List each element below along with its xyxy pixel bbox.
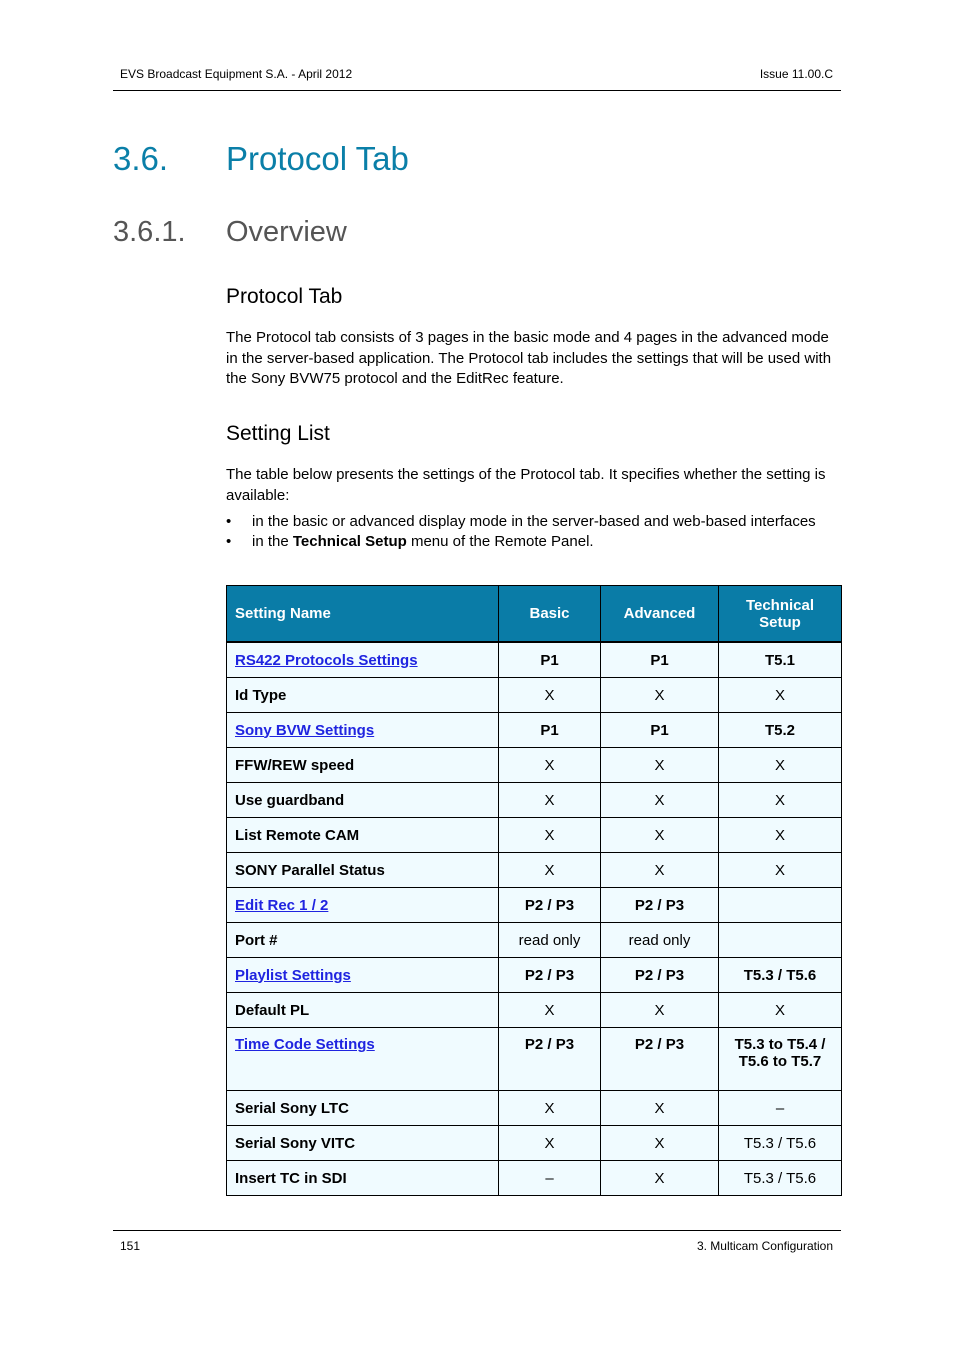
- advanced-cell: P2 / P3: [601, 958, 719, 993]
- table-row: [227, 713, 842, 748]
- settings-table: [226, 585, 842, 1196]
- basic-cell: X: [499, 748, 601, 783]
- section-number: 3.6.: [113, 140, 169, 177]
- header-issue: Issue 11.00.C: [759, 67, 833, 81]
- setting-name-cell: SONY Parallel Status: [227, 853, 499, 888]
- basic-cell: P1: [499, 642, 601, 678]
- advanced-cell: P2 / P3: [601, 888, 719, 923]
- advanced-cell: P2 / P3: [601, 1028, 719, 1091]
- technical-cell: T5.1: [719, 642, 842, 678]
- setting-link[interactable]: RS422 Protocols Settings: [235, 651, 418, 669]
- table-row: [227, 748, 842, 783]
- page-footer: [113, 1230, 841, 1253]
- table-row: [227, 1161, 842, 1196]
- basic-cell: X: [499, 783, 601, 818]
- bullet-text: menu of the Remote Panel.: [406, 532, 594, 550]
- technical-cell: T5.2: [719, 713, 842, 748]
- advanced-cell: P1: [601, 713, 719, 748]
- table-row: [227, 642, 842, 678]
- footer-chapter: 3. Multicam Configuration: [696, 1239, 833, 1253]
- table-row: [227, 783, 842, 818]
- technical-cell: X: [719, 853, 842, 888]
- availability-list: [226, 512, 842, 551]
- setting-link[interactable]: Sony BVW Settings: [235, 721, 375, 739]
- basic-cell: X: [499, 1126, 601, 1161]
- advanced-cell: read only: [601, 923, 719, 958]
- setting-list-paragraph: The table below presents the settings of the Protocol tab. It specifies whether the setting is available:: [226, 466, 826, 504]
- advanced-cell: X: [601, 818, 719, 853]
- setting-name-cell[interactable]: [227, 958, 499, 993]
- table-row: [227, 993, 842, 1028]
- advanced-cell: X: [601, 678, 719, 713]
- col-header-setting-name: Setting Name: [227, 586, 499, 643]
- section-heading: [113, 140, 409, 178]
- setting-name-cell[interactable]: [227, 1028, 499, 1091]
- setting-name-cell: Port #: [227, 923, 499, 958]
- technical-cell: X: [719, 748, 842, 783]
- table-row: [227, 853, 842, 888]
- technical-cell: T5.3 / T5.6: [719, 1126, 842, 1161]
- setting-name-cell: Serial Sony LTC: [227, 1091, 499, 1126]
- setting-name-cell: List Remote CAM: [227, 818, 499, 853]
- setting-link[interactable]: Time Code Settings: [235, 1036, 375, 1053]
- basic-cell: X: [499, 853, 601, 888]
- basic-cell: read only: [499, 923, 601, 958]
- advanced-cell: X: [601, 1091, 719, 1126]
- table-row: [227, 958, 842, 993]
- advanced-cell: X: [601, 993, 719, 1028]
- setting-name-cell[interactable]: [227, 888, 499, 923]
- setting-name-cell: FFW/REW speed: [227, 748, 499, 783]
- subsection-heading: [113, 216, 347, 249]
- table-row: [227, 923, 842, 958]
- page-header: [113, 60, 841, 91]
- setting-name-cell[interactable]: [227, 642, 499, 678]
- setting-list-heading: Setting List: [226, 422, 330, 445]
- subsection-number: 3.6.1.: [113, 216, 186, 248]
- basic-cell: X: [499, 678, 601, 713]
- list-item: [226, 532, 842, 552]
- advanced-cell: X: [601, 783, 719, 818]
- subsection-title: Overview: [226, 216, 347, 248]
- basic-cell: X: [499, 1091, 601, 1126]
- table-header-row: [227, 586, 842, 643]
- header-publisher: EVS Broadcast Equipment S.A. - April 2012: [120, 67, 353, 81]
- technical-cell: X: [719, 678, 842, 713]
- page-number: 151: [120, 1239, 141, 1253]
- section-title: Protocol Tab: [226, 140, 409, 177]
- advanced-cell: X: [601, 1126, 719, 1161]
- setting-name-cell: Serial Sony VITC: [227, 1126, 499, 1161]
- table-row: [227, 678, 842, 713]
- basic-cell: –: [499, 1161, 601, 1196]
- technical-cell: X: [719, 783, 842, 818]
- advanced-cell: X: [601, 748, 719, 783]
- list-item: • in the basic or advanced display mode in the server-based and web-based interfaces: [226, 512, 842, 532]
- technical-cell: T5.3 / T5.6: [719, 958, 842, 993]
- technical-cell: X: [719, 818, 842, 853]
- advanced-cell: X: [601, 1161, 719, 1196]
- basic-cell: P1: [499, 713, 601, 748]
- setting-name-cell: Default PL: [227, 993, 499, 1028]
- table-row: [227, 1028, 842, 1091]
- setting-link[interactable]: Playlist Settings: [235, 966, 351, 984]
- technical-cell: X: [719, 993, 842, 1028]
- basic-cell: X: [499, 993, 601, 1028]
- setting-name-cell[interactable]: [227, 713, 499, 748]
- technical-cell: –: [719, 1091, 842, 1126]
- basic-cell: P2 / P3: [499, 958, 601, 993]
- table-row: [227, 888, 842, 923]
- setting-name-cell: Insert TC in SDI: [227, 1161, 499, 1196]
- setting-link[interactable]: Edit Rec 1 / 2: [235, 896, 329, 914]
- table-row: [227, 1091, 842, 1126]
- advanced-cell: P1: [601, 642, 719, 678]
- technical-cell: [719, 923, 842, 958]
- advanced-cell: X: [601, 853, 719, 888]
- basic-cell: X: [499, 818, 601, 853]
- setting-name-cell: Id Type: [227, 678, 499, 713]
- setting-name-cell: Use guardband: [227, 783, 499, 818]
- table-row: [227, 818, 842, 853]
- col-header-technical-setup: Technical Setup: [719, 586, 842, 643]
- basic-cell: P2 / P3: [499, 888, 601, 923]
- technical-cell: [719, 888, 842, 923]
- technical-cell: T5.3 to T5.4 / T5.6 to T5.7: [719, 1028, 842, 1091]
- protocol-tab-paragraph: The Protocol tab consists of 3 pages in the basic mode and 4 pages in the advanced mode in the server-based application. The Protocol tab includes the settings that will be used with the Sony BVW75 protocol and the EditRec feature.: [226, 329, 832, 387]
- technical-setup-bold: Technical Setup: [292, 532, 407, 550]
- technical-cell: T5.3 / T5.6: [719, 1161, 842, 1196]
- col-header-advanced: Advanced: [601, 586, 719, 643]
- protocol-tab-heading: Protocol Tab: [226, 285, 343, 308]
- basic-cell: P2 / P3: [499, 1028, 601, 1091]
- bullet-text: in the: [252, 532, 293, 550]
- col-header-basic: Basic: [499, 586, 601, 643]
- table-row: [227, 1126, 842, 1161]
